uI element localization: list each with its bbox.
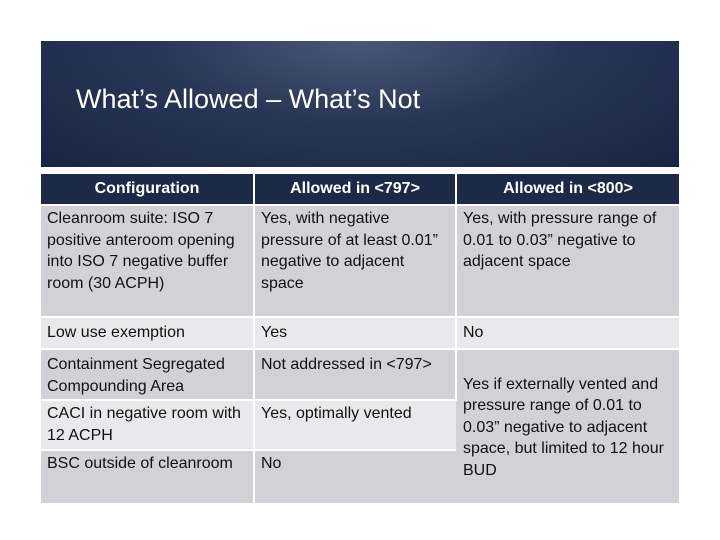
cell-797: Yes <box>254 317 456 349</box>
cell-797: Yes, optimally vented <box>254 400 456 450</box>
cell-configuration: BSC outside of cleanroom <box>41 450 254 503</box>
table-row <box>41 349 679 400</box>
slide-title: What’s Allowed – What’s Not <box>76 84 421 114</box>
table-header-row <box>41 174 679 205</box>
cell-configuration: Low use exemption <box>41 317 254 349</box>
cell-797: Not addressed in <797> <box>254 349 456 400</box>
header-configuration: Configuration <box>41 174 254 205</box>
cell-configuration: Containment Segregated Compounding Area <box>41 349 254 400</box>
cell-800-merged: Yes if externally vented and pressure range of 0.01 to 0.03” negative to adjacent space, but limited to 12 hour BUD <box>456 349 679 503</box>
table-row <box>41 205 679 317</box>
cell-797: Yes, with negative pressure of at least 0.01” negative to adjacent space <box>254 205 456 317</box>
cell-configuration: CACI in negative room with 12 ACPH <box>41 400 254 450</box>
cell-configuration: Cleanroom suite: ISO 7 positive anteroom opening into ISO 7 negative buffer room (30 ACPH) <box>41 205 254 317</box>
cell-800: No <box>456 317 679 349</box>
cell-800: Yes, with pressure range of 0.01 to 0.03” negative to adjacent space <box>456 205 679 317</box>
header-allowed-797: Allowed in <797> <box>254 174 456 205</box>
cell-797: No <box>254 450 456 503</box>
table-row <box>41 317 679 349</box>
comparison-table <box>41 174 679 503</box>
header-allowed-800: Allowed in <800> <box>456 174 679 205</box>
